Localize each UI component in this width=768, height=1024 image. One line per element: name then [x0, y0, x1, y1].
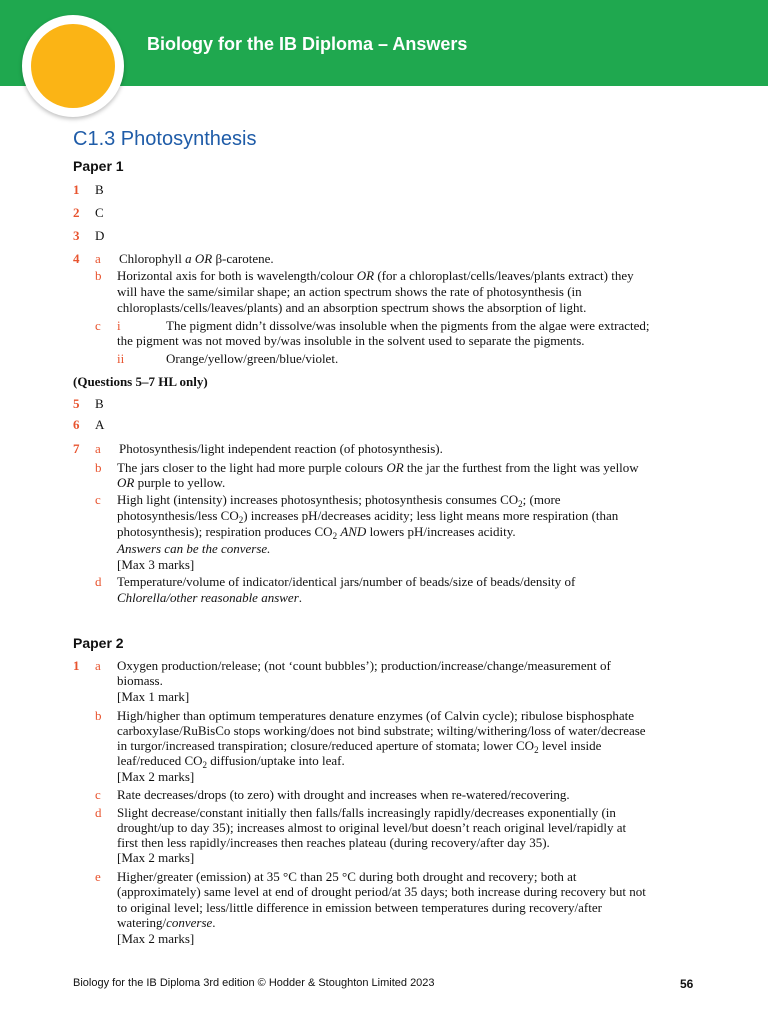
- q4b-line1: Horizontal axis for both is wavelength/colour OR (for a chloroplast/cells/leaves/plants extract) they: [117, 268, 634, 283]
- hl-note: (Questions 5–7 HL only): [73, 374, 208, 389]
- p2-q1b-line3: in turgor/increased transpiration; closure/reduced aperture of stomata; lower $CO_2$ level inside: [117, 738, 602, 755]
- q7d-line1: Temperature/volume of indicator/identical jars/number of beads/size of beads/density of: [117, 574, 576, 589]
- q3-answer: D: [95, 228, 105, 243]
- q7c-line3: photosynthesis); respiration produces $CO_2$ AND lowers pH/increases acidity.: [117, 524, 516, 541]
- p2-q1c-answer: Rate decreases/drops (to zero) with drought and increases when re-watered/recovering.: [117, 787, 570, 802]
- q4cii-answer: Orange/yellow/green/blue/violet.: [166, 351, 339, 366]
- p2-q1b-line4: leaf/reduced $CO_2$ diffusion/uptake into leaf.: [117, 753, 345, 770]
- q7c-line2: photosynthesis/less $CO_2$) increases pH/decreases acidity; less light means more respiration (than: [117, 508, 619, 525]
- p2-q1b-marks: [Max 2 marks]: [117, 769, 195, 784]
- p2-q1d-line1: Slight decrease/constant initially then falls/falls increasingly rapidly/decreases exponentially (in: [117, 805, 616, 820]
- p2-q1e-marks: [Max 2 marks]: [117, 931, 195, 946]
- q7a-label: a: [95, 441, 101, 456]
- badge-logo: [22, 15, 124, 117]
- q4ci-label: i: [117, 318, 121, 333]
- q4cii-label: ii: [117, 351, 125, 366]
- p2-q1e-line3: to original level; less/little difference in emission between temperatures during recovery/after: [117, 900, 602, 915]
- q4a-label: a: [95, 251, 101, 266]
- p2-q1b-line1: High/higher than optimum temperatures denature enzymes (of Calvin cycle); ribulose bisphosphate: [117, 708, 634, 723]
- p2-q1d-label: d: [95, 805, 102, 820]
- q7b-line1: The jars closer to the light had more purple colours OR the jar the furthest from the light was yellow: [117, 460, 639, 475]
- p2-q1d-line3: first then less rapidly/increases then reaches plateau (during recovery/after day 35).: [117, 835, 550, 850]
- q7d-line2: Chlorella/other reasonable answer.: [117, 590, 303, 605]
- q5-answer: B: [95, 396, 104, 411]
- q7d-label: d: [95, 574, 102, 589]
- q7c-note: Answers can be the converse.: [117, 541, 271, 556]
- q7c-marks: [Max 3 marks]: [117, 557, 195, 572]
- q7c-line1: High light (intensity) increases photosynthesis; photosynthesis consumes $CO_2$; (more: [117, 492, 561, 509]
- p2-q1e-label: e: [95, 869, 101, 884]
- p2-q1a-line1: Oxygen production/release; (not ‘count bubbles’); production/increase/change/measurement of: [117, 658, 611, 673]
- p2-q1a-label: a: [95, 658, 101, 673]
- p2-q1a-marks: [Max 1 mark]: [117, 689, 190, 704]
- q6-answer: A: [95, 417, 105, 432]
- q2-number: 2: [73, 205, 80, 220]
- footer-copyright: Biology for the IB Diploma 3rd edition © Hodder & Stoughton Limited 2023: [73, 977, 435, 989]
- p2-q1e-line1: Higher/greater (emission) at 35 °C than 25 °C during both drought and recovery; both at: [117, 869, 577, 884]
- q7-number: 7: [73, 441, 80, 456]
- q7b-label: b: [95, 460, 102, 475]
- section-title: C1.3 Photosynthesis: [73, 128, 257, 150]
- q4c-label: c: [95, 318, 101, 333]
- q7a-answer: Photosynthesis/light independent reaction (of photosynthesis).: [119, 441, 443, 456]
- p2-q1e-line2: (approximately) same level at end of drought period/at 35 days; both increase during recovery but not: [117, 884, 646, 899]
- q4b-label: b: [95, 268, 102, 283]
- header-title: Biology for the IB Diploma – Answers: [147, 34, 468, 54]
- q4b-line2: will have the same/similar shape; an action spectrum shows the rate of photosynthesis (in: [117, 284, 582, 299]
- q4-number: 4: [73, 251, 80, 266]
- q4ci-line2: the pigment was not moved by/was insoluble in the solvent used to separate the pigments.: [117, 333, 585, 348]
- page-number: 56: [680, 977, 694, 991]
- p2-q1c-label: c: [95, 787, 101, 802]
- q4b-line3: chloroplasts/cells/leaves/plants) and an absorption spectrum shows the absorption of light.: [117, 300, 587, 315]
- q4ci-line1: The pigment didn’t dissolve/was insoluble when the pigments from the algae were extracted;: [166, 318, 650, 333]
- q6-number: 6: [73, 417, 80, 432]
- q7c-label: c: [95, 492, 101, 507]
- p2-q1a-line2: biomass.: [117, 673, 163, 688]
- p2-q1b-line2: carboxylase/RuBisCo stops working/does not bind substrate; wilting/withering/loss of water/decrease: [117, 723, 646, 738]
- paper1-heading: Paper 1: [73, 158, 124, 174]
- badge-dot: [31, 24, 115, 108]
- q1-number: 1: [73, 182, 80, 197]
- p2-q1e-line4: watering/converse.: [117, 915, 216, 930]
- q5-number: 5: [73, 396, 80, 411]
- p2-q1d-marks: [Max 2 marks]: [117, 850, 195, 865]
- q1-answer: B: [95, 182, 104, 197]
- q4a-answer: Chlorophyll a OR β-carotene.: [119, 251, 274, 266]
- p2-q1-number: 1: [73, 658, 80, 673]
- q3-number: 3: [73, 228, 80, 243]
- p2-q1b-label: b: [95, 708, 102, 723]
- q2-answer: C: [95, 205, 104, 220]
- paper2-heading: Paper 2: [73, 635, 124, 651]
- p2-q1d-line2: drought/up to day 35); increases almost to original level/but doesn’t reach original level/rapidly at: [117, 820, 627, 835]
- q7b-line2: OR purple to yellow.: [117, 475, 226, 490]
